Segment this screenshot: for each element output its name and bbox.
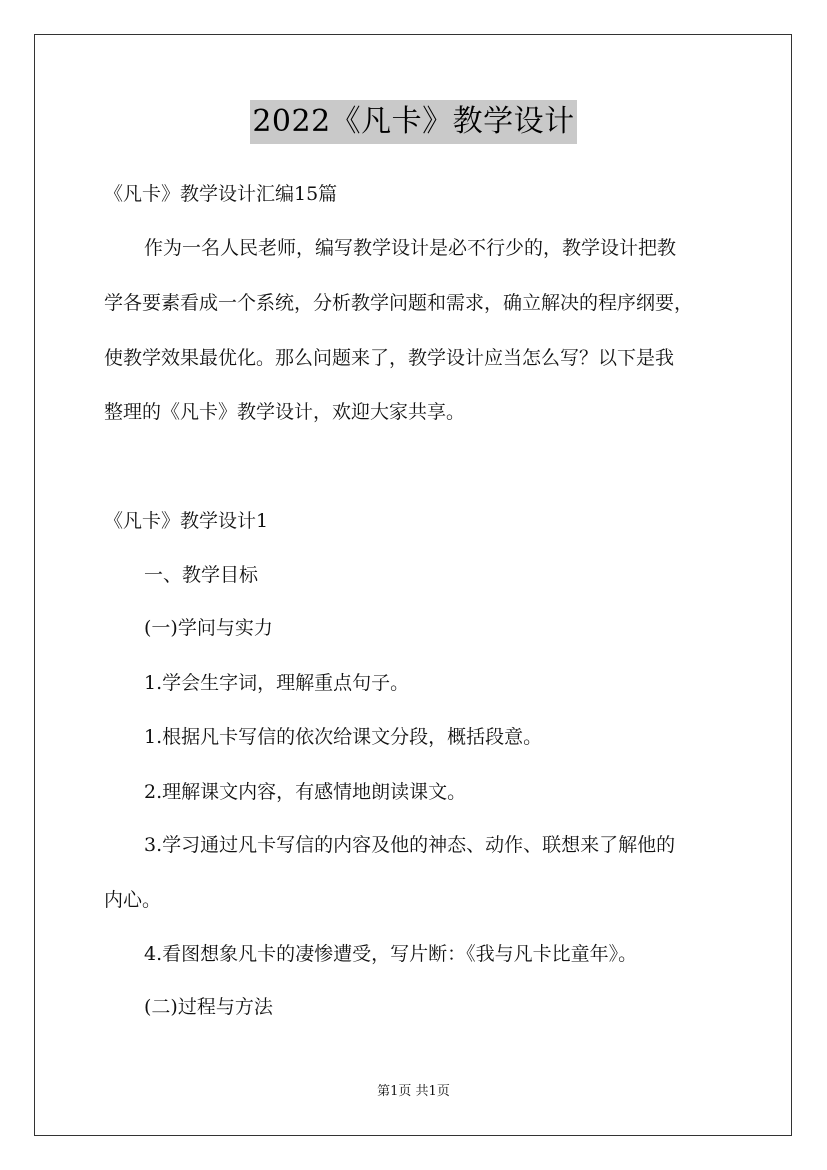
- body-line-9: (二)过程与方法: [144, 996, 273, 1018]
- body-line-1: 一、教学目标: [144, 564, 259, 586]
- title-container: [0, 100, 827, 144]
- section-heading: 《凡卡》教学设计1: [104, 510, 269, 532]
- intro-line-2: 学各要素看成一个系统，分析教学问题和需求，确立解决的程序纲要，: [104, 292, 694, 314]
- page-footer: 第1页 共1页: [377, 1084, 450, 1099]
- body-line-5: 2.理解课文内容，有感情地朗读课文。: [144, 781, 467, 803]
- body-line-2: (一)学问与实力: [144, 617, 273, 639]
- intro-line-3: 使教学效果最优化。那么问题来了，教学设计应当怎么写？以下是我: [104, 347, 675, 369]
- document-subtitle: 《凡卡》教学设计汇编15篇: [104, 183, 338, 205]
- document-title: 2022《凡卡》教学设计: [250, 100, 576, 144]
- intro-line-4: 整理的《凡卡》教学设计，欢迎大家共享。: [104, 401, 466, 423]
- body-line-3: 1.学会生字词，理解重点句子。: [144, 672, 410, 694]
- body-line-6: 3.学习通过凡卡写信的内容及他的神态、动作、联想来了解他的: [144, 834, 676, 856]
- intro-line-1: 作为一名人民老师，编写教学设计是必不行少的，教学设计把教: [144, 237, 677, 259]
- body-line-4: 1.根据凡卡写信的依次给课文分段，概括段意。: [144, 726, 543, 748]
- body-line-8: 4.看图想象凡卡的凄惨遭受，写片断：《我与凡卡比童年》。: [144, 943, 638, 965]
- body-line-7: 内心。: [104, 889, 162, 911]
